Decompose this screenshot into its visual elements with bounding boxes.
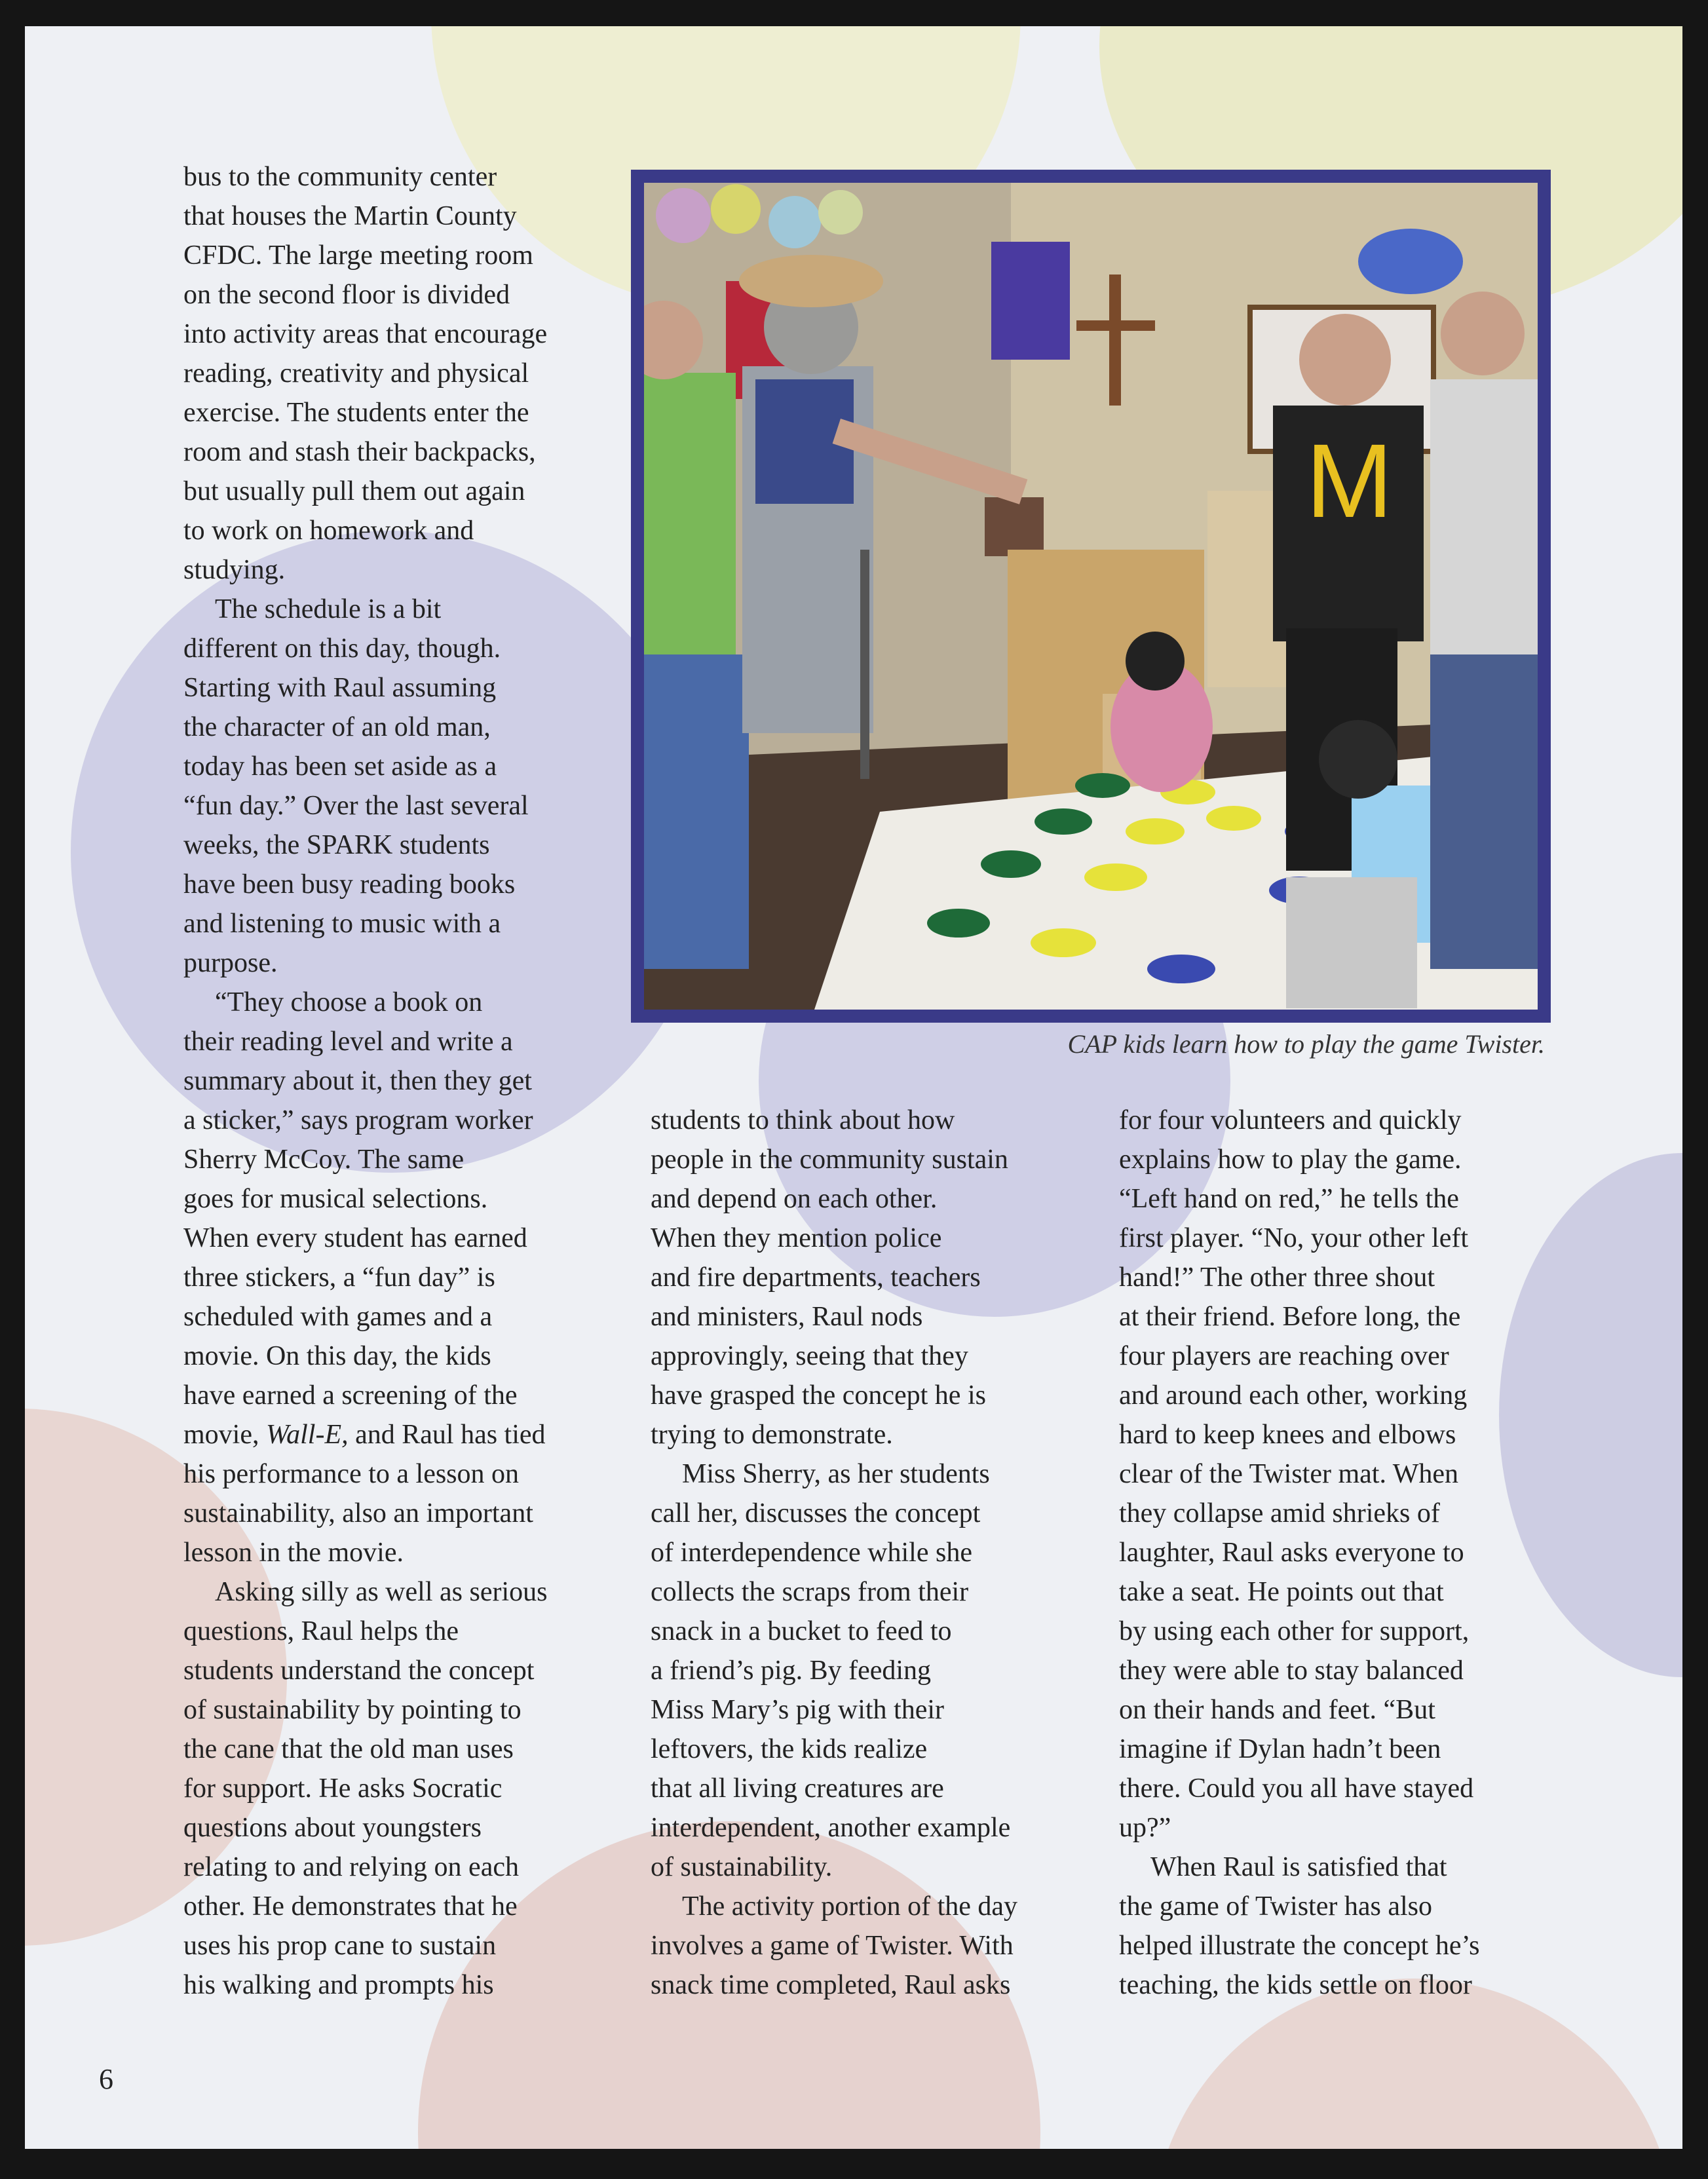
text-line: helped illustrate the concept he’s [1119, 1931, 1480, 1961]
text-line: collects the scraps from their [651, 1577, 969, 1607]
photo-caption: CAP kids learn how to play the game Twister. [1067, 1029, 1545, 1059]
text-line: involves a game of Twister. With [651, 1931, 1014, 1961]
text-line: Starting with Raul assuming [183, 673, 497, 703]
text-line: scheduled with games and a [183, 1302, 493, 1332]
text-line: “They choose a book on [215, 987, 483, 1017]
text-line: that houses the Martin County [183, 201, 517, 231]
text-line: students to think about how [651, 1105, 955, 1135]
text-line: for support. He asks Socratic [183, 1773, 503, 1804]
text-line: goes for musical selections. [183, 1184, 488, 1214]
text-line: on the second floor is divided [183, 280, 510, 310]
text-line: “fun day.” Over the last several [183, 791, 529, 821]
wall-shelf [985, 497, 1044, 556]
text-line: and fire departments, teachers [651, 1262, 981, 1293]
text-line: of interdependence while she [651, 1538, 972, 1568]
text-line: today has been set aside as a [183, 751, 497, 782]
movie-title: Wall-E, [265, 1420, 349, 1450]
text-line: snack in a bucket to feed to [651, 1616, 952, 1646]
text-line [183, 1415, 547, 1454]
text-line: the character of an old man, [183, 712, 491, 742]
text-line: When Raul is satisfied that [1150, 1852, 1447, 1882]
text-line: When they mention police [651, 1223, 942, 1253]
text-line: Miss Mary’s pig with their [651, 1695, 944, 1725]
text-line: questions about youngsters [183, 1813, 482, 1843]
text-line: reading, creativity and physical [183, 358, 529, 388]
text-line: a friend’s pig. By feeding [651, 1656, 932, 1686]
text-line: have grasped the concept he is [651, 1380, 986, 1411]
text-line: explains how to play the game. [1119, 1145, 1462, 1175]
text-line: relating to and relying on each [183, 1852, 519, 1882]
text-line: summary about it, then they get [183, 1066, 532, 1096]
text-line: call her, discusses the concept [651, 1498, 981, 1528]
text-line: The activity portion of the day [682, 1891, 1018, 1922]
page-number: 6 [99, 2063, 113, 2095]
text-line: imagine if Dylan hadn’t been [1119, 1734, 1441, 1764]
text-line: on their hands and feet. “But [1119, 1695, 1435, 1725]
text-line: to work on homework and [183, 516, 474, 546]
text-line: bus to the community center [183, 162, 497, 192]
text-line: but usually pull them out again [183, 476, 525, 506]
text-line: teaching, the kids settle on floor [1119, 1970, 1472, 2000]
text-line: snack time completed, Raul asks [651, 1970, 1011, 2000]
text-line: exercise. The students enter the [183, 398, 529, 428]
photo-illustration [644, 183, 1538, 1010]
text-line: the game of Twister has also [1119, 1891, 1432, 1922]
text-line: of sustainability. [651, 1852, 833, 1882]
text-line: sustainability, also an important [183, 1498, 533, 1528]
text-line: his performance to a lesson on [183, 1459, 520, 1489]
text-line: four players are reaching over [1119, 1341, 1449, 1371]
text-line: Miss Sherry, as her students [682, 1459, 990, 1489]
text-line: interdependent, another example [651, 1813, 1011, 1843]
text-line: people in the community sustain [651, 1145, 1008, 1175]
text-line: The schedule is a bit [215, 594, 442, 624]
text-line: clear of the Twister mat. When [1119, 1459, 1458, 1489]
text-line: room and stash their backpacks, [183, 437, 536, 467]
article-column-3 [1119, 1101, 1479, 2005]
text-line: other. He demonstrates that he [183, 1891, 518, 1922]
text-line: his walking and prompts his [183, 1970, 494, 2000]
text-line: and ministers, Raul nods [651, 1302, 923, 1332]
text-line: leftovers, the kids realize [651, 1734, 928, 1764]
text-line: there. Could you all have stayed [1119, 1773, 1474, 1804]
text-line: they were able to stay balanced [1119, 1656, 1464, 1686]
text-line: for four volunteers and quickly [1119, 1105, 1462, 1135]
text-fragment: and Raul has tied [348, 1420, 546, 1450]
text-line: first player. “No, your other left [1119, 1223, 1468, 1253]
article-column-2 [651, 1101, 1017, 2005]
text-line: different on this day, though. [183, 634, 501, 664]
text-line: at their friend. Before long, the [1119, 1302, 1461, 1332]
text-line: that all living creatures are [651, 1773, 944, 1804]
text-line: by using each other for support, [1119, 1616, 1470, 1646]
text-line: Sherry McCoy. The same [183, 1145, 465, 1175]
text-line: their reading level and write a [183, 1027, 513, 1057]
text-fragment: movie, [183, 1420, 266, 1450]
text-line: three stickers, a “fun day” is [183, 1262, 495, 1293]
text-line: into activity areas that encourage [183, 319, 548, 349]
svg-text:M: M [1306, 422, 1394, 539]
text-line: Asking silly as well as serious [215, 1577, 548, 1607]
text-line: and around each other, working [1119, 1380, 1468, 1411]
text-line: have earned a screening of the [183, 1380, 518, 1411]
article-column-1 [183, 157, 547, 2005]
text-line: purpose. [183, 948, 278, 978]
text-line: trying to demonstrate. [651, 1420, 893, 1450]
magazine-page [25, 26, 1682, 2149]
text-line: When every student has earned [183, 1223, 527, 1253]
text-line: hand!” The other three shout [1119, 1262, 1435, 1293]
text-line: movie. On this day, the kids [183, 1341, 491, 1371]
text-line: they collapse amid shrieks of [1119, 1498, 1440, 1528]
text-line: studying. [183, 555, 286, 585]
text-line: take a seat. He points out that [1119, 1577, 1444, 1607]
text-line: CFDC. The large meeting room [183, 240, 533, 271]
text-line: and listening to music with a [183, 909, 501, 939]
text-line: of sustainability by pointing to [183, 1695, 522, 1725]
text-line: uses his prop cane to sustain [183, 1931, 497, 1961]
text-line: “Left hand on red,” he tells the [1119, 1184, 1459, 1214]
text-line: students understand the concept [183, 1656, 535, 1686]
text-line: a sticker,” says program worker [183, 1105, 533, 1135]
photo-frame [631, 170, 1551, 1023]
text-line: weeks, the SPARK students [183, 830, 490, 860]
text-line: questions, Raul helps the [183, 1616, 459, 1646]
text-line: and depend on each other. [651, 1184, 938, 1214]
twister-photo [644, 183, 1538, 1010]
text-line: up?” [1119, 1813, 1171, 1843]
text-line: hard to keep knees and elbows [1119, 1420, 1456, 1450]
text-line: approvingly, seeing that they [651, 1341, 968, 1371]
text-line: the cane that the old man uses [183, 1734, 514, 1764]
background-circle-lavender [1499, 1153, 1682, 1677]
text-line: have been busy reading books [183, 869, 516, 900]
person-left-boy [644, 301, 749, 969]
text-line: lesson in the movie. [183, 1538, 404, 1568]
person-right-boy [1430, 292, 1538, 969]
text-line: laughter, Raul asks everyone to [1119, 1538, 1464, 1568]
